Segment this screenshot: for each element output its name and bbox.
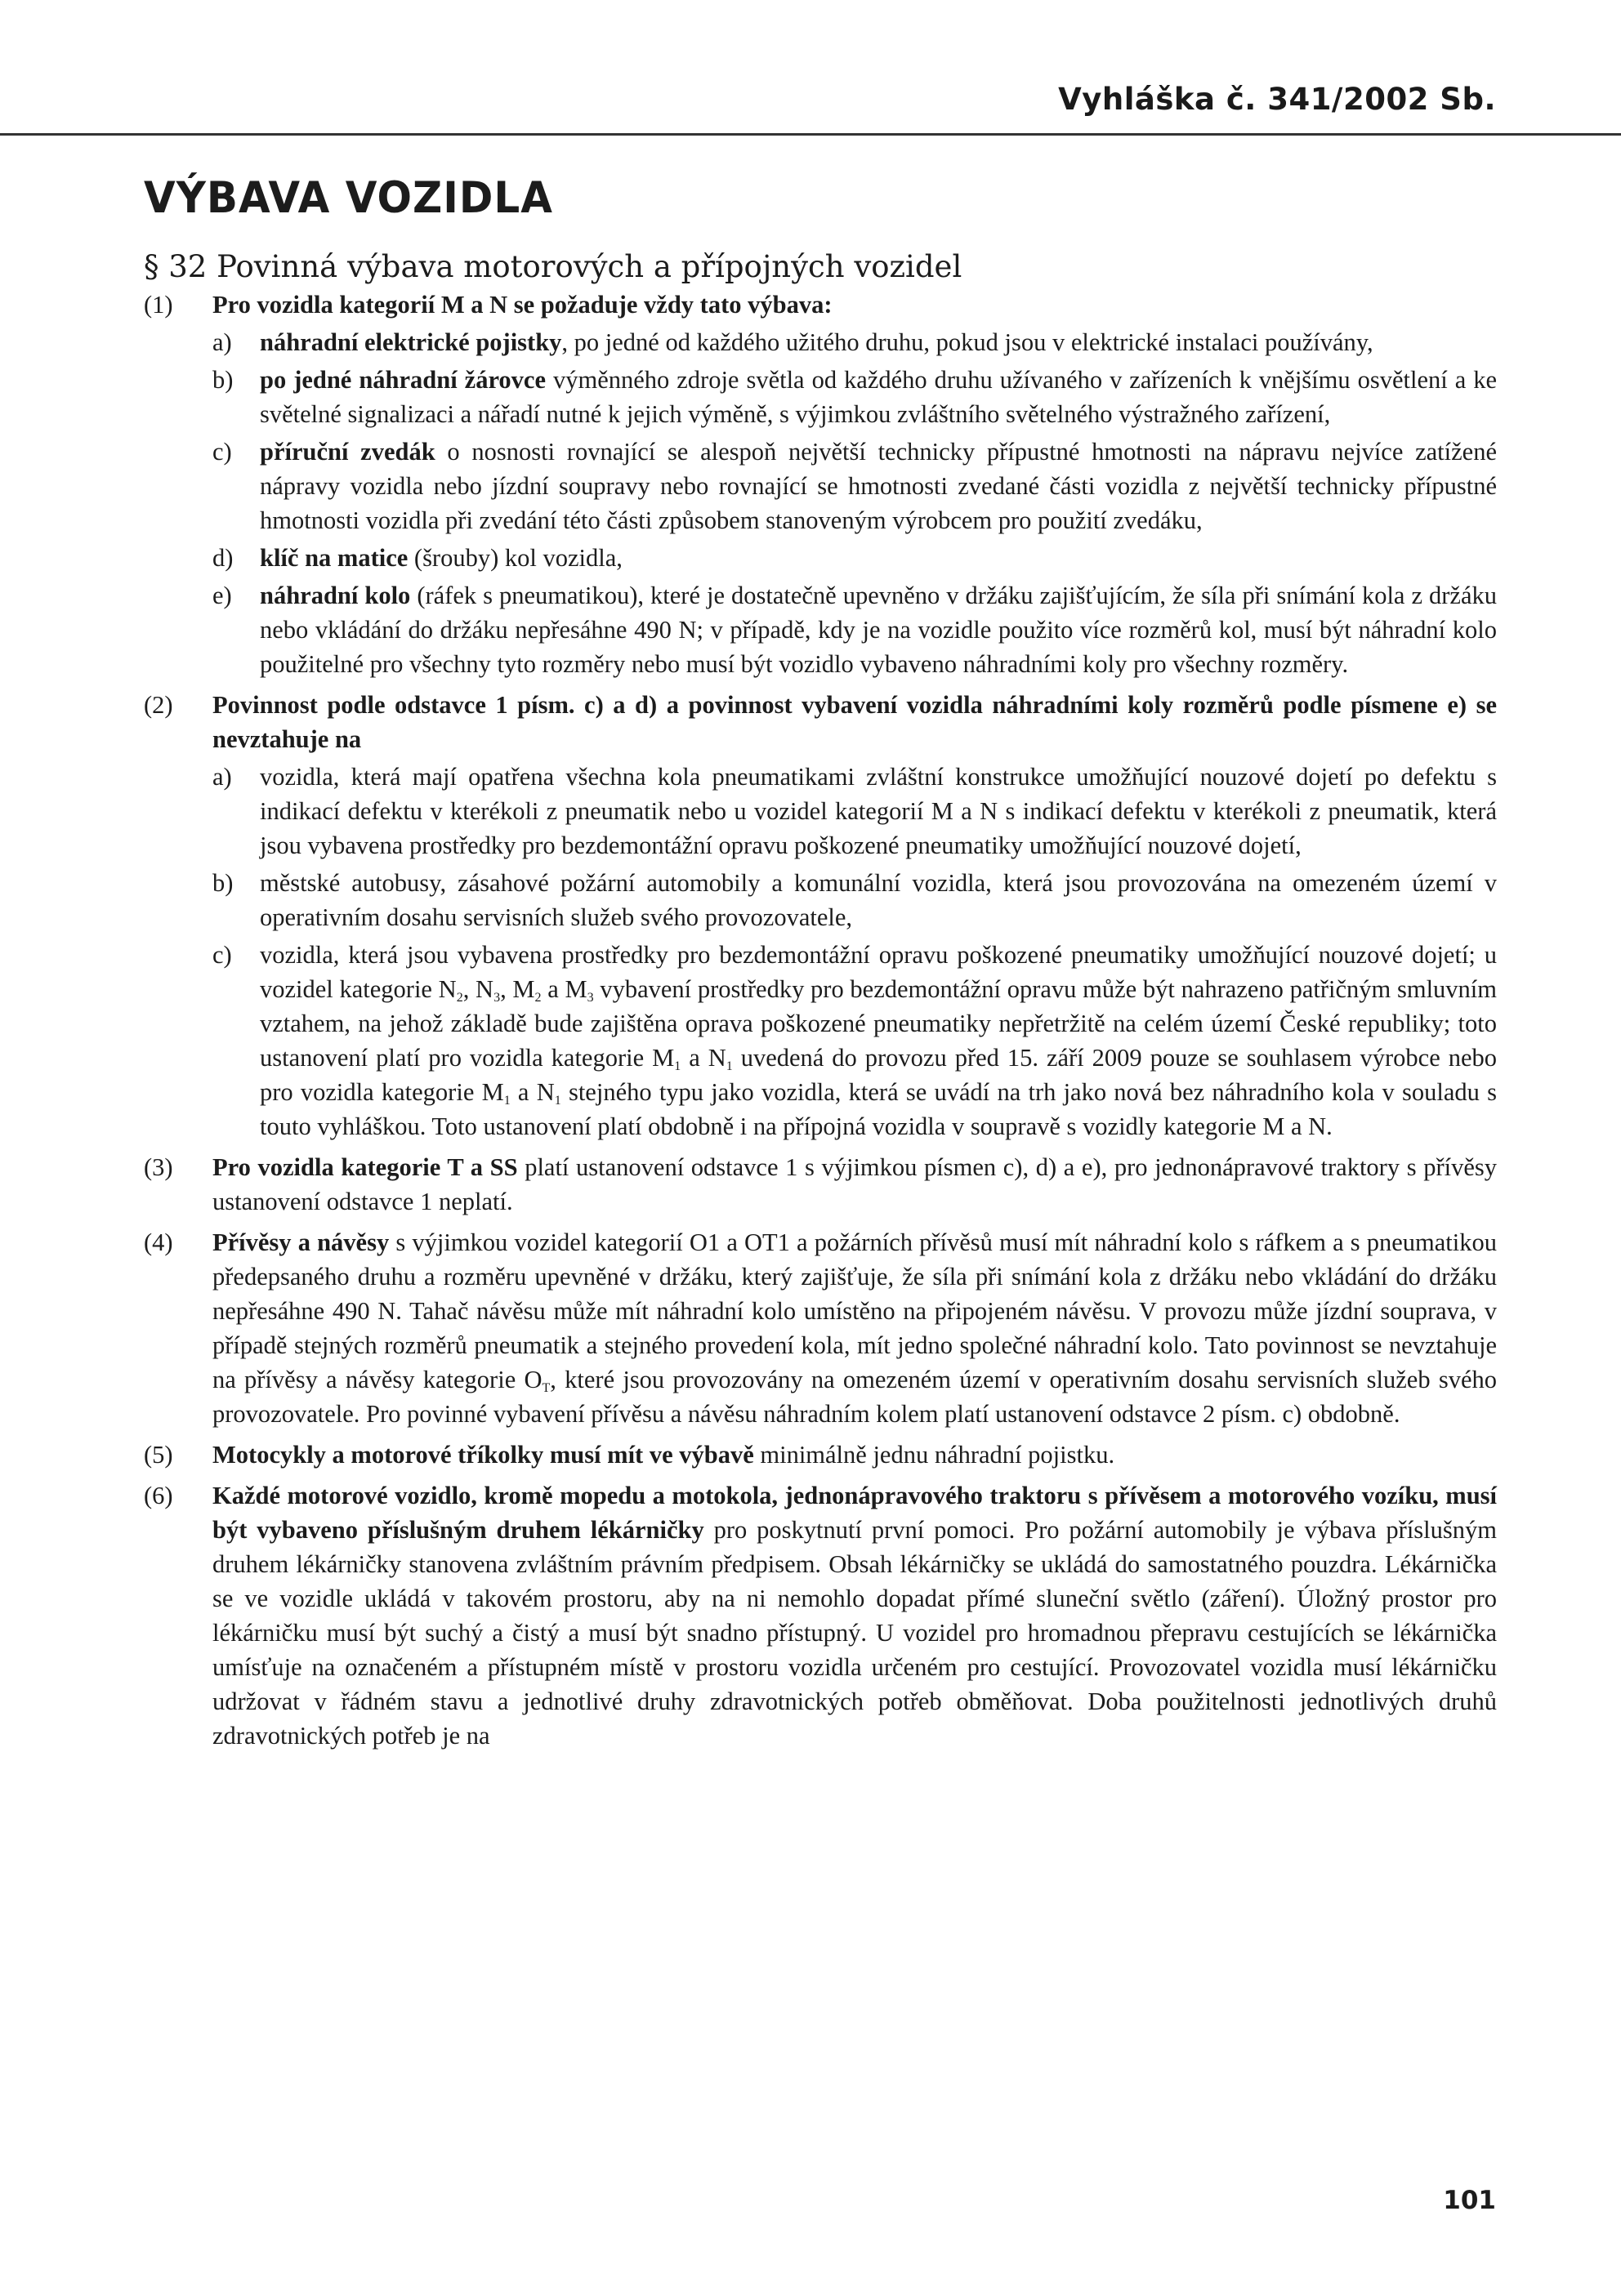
paragraph-text: platí ustanovení odstavce 1 s výjimkou písmen c), d) a e), pro jednonápravové traktory s přívěsy ustanovení odstavce 1 neplatí. [212,1153,1497,1215]
header-title: Vyhláška č. 341/2002 Sb. [1058,82,1496,117]
item-text: , po jedné od každého užitého druhu, pokud jsou v elektrické instalaci používány, [561,328,1373,356]
item-letter: b) [212,869,234,897]
item-text: vozidla, která jsou vybavena prostředky pro bezdemontážní opravu poškozené pneumatiky umožňující nouzové dojetí; u vozidel kategorie N [260,941,1497,1003]
paragraph-number: (1) [144,291,173,319]
item-letter: c) [212,941,232,969]
paragraph-text: , které jsou provozovány na omezeném území v operativním dosahu servisních služeb svého provozovatele. Pro povinné vybavení přívěsu a návěsu náhradním kolem platí ustanovení odstavce 2 písm. c) obdobně. [212,1366,1497,1428]
paragraph-lead: Přívěsy a návěsy [212,1228,390,1256]
list-item [212,363,1497,431]
paragraph-4 [144,1225,1497,1431]
paragraph-number: (2) [144,691,173,719]
item-text: vybavení prostředky pro bezdemontážní opravu může být nahrazeno patřičným smluvním vztahem, na jehož základě bude zajištěna oprava poškozené pneumatiky nepřetržitě na celém území České republiky; toto ustanovení platí pro vozidla kategorie M [260,975,1497,1072]
item-letter: b) [212,366,234,394]
subscript: 3 [587,991,594,1005]
list-item [212,760,1497,863]
paragraph-6 [144,1478,1497,1753]
item-text: uvedená do provozu před 15. září 2009 pouze se souhlasem výrobce nebo pro vozidla kategorie M [260,1044,1497,1106]
section-title: § 32 Povinná výbava motorových a přípojných vozidel [144,249,962,284]
item-text: stejného typu jako vozidla, která se uvádí na trh jako nová bez náhradního kola v souladu s touto vyhláškou. Toto ustanovení platí obdobně i na přípojná vozidla v soupravě s vozidly kategorie M a N. [260,1078,1498,1140]
subscript: 1 [726,1059,733,1073]
item-text: výměnného zdroje světla od každého druhu užívaného v zařízeních k vnějšímu osvětlení a ke světelné signalizaci a nářadí nutné k jejich výměně, s výjimkou zvláštního světelného výstražného zařízení, [260,366,1497,428]
paragraph-lead: Motocykly a motorové tříkolky musí mít ve výbavě [212,1441,754,1469]
item-text: , M [500,975,535,1003]
paragraph-lead: Pro vozidla kategorií M a N se požaduje vždy tato výbava: [212,291,833,319]
item-text: a N [681,1044,726,1072]
item-text: vozidla, která mají opatřena všechna kola pneumatikami zvláštní konstrukce umožňující nouzové dojetí po defektu s indikací defektu v kterékoli z pneumatik nebo u vozidel kategorií M a N s indikací defektu v kterékoli z pneumatik, která jsou vybavena prostředky pro bezdemontážní opravu poškozené pneumatiky umožňující nouzové dojetí, [260,763,1497,859]
paragraph-lead: Každé motorové vozidlo, kromě mopedu a motokola, jednonápravového traktoru s přívěsem a motorového vozíku, musí být vybaveno příslušným druhem lékárničky [212,1482,1497,1544]
subscript: 1 [554,1094,561,1108]
item-term: náhradní elektrické pojistky [260,328,562,356]
item-text: (ráfek s pneumatikou), které je dostatečně upevněno v držáku zajišťujícím, že síla při snímání kola z držáku nebo vkládání do držáku nepřesáhne 490 N; v případě, kdy je na vozidle použito více rozměrů kol, musí být náhradní kolo použitelné pro všechny tyto rozměry nebo musí být vozidlo vybaveno náhradními koly pro všechny rozměry. [260,582,1497,678]
subscript: 2 [456,991,463,1005]
subscript: 1 [503,1094,511,1108]
item-text: městské autobusy, zásahové požární automobily a komunální vozidla, která jsou provozována na omezeném území v operativním dosahu servisních služeb svého provozovatele, [260,869,1497,931]
item-term: po jedné náhradní žárovce [260,366,547,394]
paragraph-number: (4) [144,1228,173,1256]
page-header [0,0,1621,136]
item-text: a M [541,975,587,1003]
list-item [212,578,1497,681]
header-rule [0,133,1621,136]
list-item [212,325,1497,359]
list-item [212,435,1497,537]
paragraph-2 [144,688,1497,1144]
paragraph-1 [144,288,1497,681]
item-term: příruční zvedák [260,438,435,466]
paragraph-text: s výjimkou vozidel kategorií O1 a OT1 a požárních přívěsů musí mít náhradní kolo s ráfkem a s pneumatikou předepsaného druhu a rozměru upevněné v držáku, který zajišťuje, že síla při snímání kola z držáku nebo vkládání do držáku nepřesáhne 490 N. Tahač návěsu může mít náhradní kolo umístěno na připojeném návěsu. V provozu může jízdní souprava, v případě stejných rozměrů pneumatik a stejného provedení kola, mít jedno společné náhradní kolo. Tato povinnost se nevztahuje na přívěsy a návěsy kategorie O [212,1228,1498,1393]
subscript: T [542,1381,551,1395]
item-letter: a) [212,328,232,356]
item-text: (šrouby) kol vozidla, [408,544,623,572]
item-term: klíč na matice [260,544,409,572]
paragraph-number: (3) [144,1153,173,1181]
item-text: , N [462,975,494,1003]
list-item [212,938,1497,1144]
paragraph-text: pro poskytnutí první pomoci. Pro požární automobily je výbava příslušným druhem lékárničky stanovena zvláštním právním předpisem. Obsah lékárničky se ukládá do samostatného pouzdra. Lékárnička se ve vozidle ukládá v takovém prostoru, aby na ni nemohlo dopadat přímé sluneční světlo (záření). Úložný prostor pro lékárničku musí být suchý a čistý a musí být snadno přístupný. U vozidel pro hromadnou přepravu cestujících se lékárnička umísťuje na označeném a přístupném místě v prostoru vozidla určeném pro cestující. Provozovatel vozidla musí lékárničku udržovat v řádném stavu a jednotlivé druhy zdravotnických potřeb obměňovat. Doba použitelnosti jednotlivých druhů zdravotnických potřeb je na [212,1516,1497,1750]
paragraph-3 [144,1150,1497,1219]
subscript: 2 [534,991,542,1005]
item-term: náhradní kolo [260,582,411,609]
paragraph-lead: Pro vozidla kategorie T a SS [212,1153,518,1181]
page-content [144,173,1497,1759]
item-letter: c) [212,438,232,466]
paragraph-5 [144,1438,1497,1472]
item-letter: a) [212,763,232,791]
list-item [212,866,1497,934]
paragraph-number: (6) [144,1482,173,1509]
item-text: a N [510,1078,555,1106]
item-letter: d) [212,544,234,572]
paragraph-lead: Povinnost podle odstavce 1 písm. c) a d) a povinnost vybavení vozidla náhradními koly rozměrů podle písmene e) se nevztahuje na [212,691,1497,753]
item-text: o nosnosti rovnající se alespoň největší technicky přípustné hmotnosti na nápravu nejvíce zatížené nápravy vozidla nebo jízdní soupravy nebo rovnající se hmotnosti zvedané části vozidla z největší technicky přípustné hmotnosti vozidla při zvedání této části způsobem stanoveným výrobcem pro použití zvedáku, [260,438,1497,534]
chapter-title: VÝBAVA VOZIDLA [144,172,553,223]
list-item [212,541,1497,575]
subscript: 1 [674,1059,681,1073]
subscript: 3 [493,991,501,1005]
page-number: 101 [1443,2186,1496,2215]
item-letter: e) [212,582,232,609]
paragraph-text: minimálně jednu náhradní pojistku. [753,1441,1115,1469]
paragraph-number: (5) [144,1441,173,1469]
